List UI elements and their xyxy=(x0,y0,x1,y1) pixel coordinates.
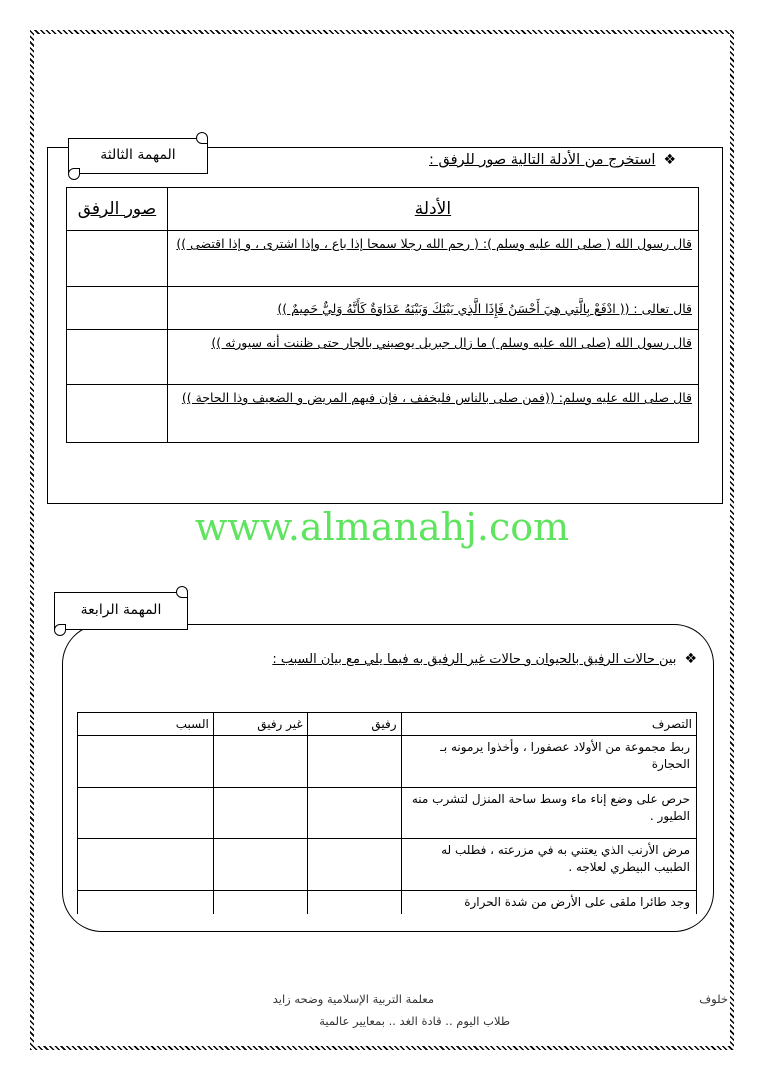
unkind-cell[interactable] xyxy=(213,788,307,839)
answer-cell[interactable] xyxy=(67,231,168,287)
table-row xyxy=(78,788,697,839)
kind-cell[interactable] xyxy=(307,788,401,839)
answer-cell[interactable] xyxy=(67,385,168,443)
table-row xyxy=(78,736,697,788)
table-row xyxy=(67,330,699,385)
reason-cell[interactable] xyxy=(78,839,214,891)
table-row xyxy=(78,839,697,891)
task4-instruction xyxy=(272,651,697,667)
column-header-unkind: غير رفيق xyxy=(213,713,307,736)
task3-instruction-text: استخرج من الأدلة التالية صور للرفق : xyxy=(429,152,656,168)
reason-cell[interactable] xyxy=(78,736,214,788)
unkind-cell[interactable] xyxy=(213,736,307,788)
action-cell: وجد طائرا ملقى على الأرض من شدة الحرارة xyxy=(401,891,696,915)
table-row xyxy=(67,287,699,330)
answer-cell[interactable] xyxy=(67,330,168,385)
task3-table xyxy=(66,187,699,443)
action-cell: حرص على وضع إناء ماء وسط ساحة المنزل لتشرب منه الطيور . xyxy=(401,788,696,839)
task3-title-text: المهمة الثالثة xyxy=(100,147,176,163)
answer-cell[interactable] xyxy=(67,287,168,330)
evidence-cell: قال صلى الله عليه وسلم: ((فمن صلى بالناس فليخفف ، فإن فيهم المريض و الضعيف وذا الحاجة )) xyxy=(167,385,698,443)
diamond-bullet-icon: ❖ xyxy=(663,152,676,168)
task3-instruction xyxy=(429,152,676,168)
evidence-cell: قال رسول الله ( صلى الله عليه وسلم ): ( رحم الله رجلا سمحا إذا باع ، وإذا اشترى ، و إذا اقتضى )) xyxy=(167,231,698,287)
footer-slogan: طلاب اليوم .. قادة الغد .. بمعايير عالمية xyxy=(319,1014,510,1028)
reason-cell[interactable] xyxy=(78,788,214,839)
kind-cell[interactable] xyxy=(307,736,401,788)
column-header-reason: السبب xyxy=(78,713,214,736)
footer-school: خلوف xyxy=(699,992,728,1006)
watermark: www.almanahj.com xyxy=(194,505,570,549)
action-cell: مرض الأرنب الذي يعتني به في مزرعته ، فطلب له الطبيب البيطري لعلاجه . xyxy=(401,839,696,891)
task3-title xyxy=(68,138,208,174)
table-row xyxy=(78,891,697,915)
task4-table xyxy=(77,712,697,914)
unkind-cell[interactable] xyxy=(213,891,307,915)
table-row xyxy=(67,231,699,287)
diamond-bullet-icon: ❖ xyxy=(684,651,697,667)
action-cell: ربط مجموعة من الأولاد عصفورا ، وأخذوا يرمونه بـ الحجارة xyxy=(401,736,696,788)
evidence-cell: قال رسول الله (صلى الله عليه وسلم ) ما زال جبريل يوصيني بالجار حتى ظننت أنه سيورثه )) xyxy=(167,330,698,385)
column-header-action: التصرف xyxy=(401,713,696,736)
kind-cell[interactable] xyxy=(307,891,401,915)
task4-title-text: المهمة الرابعة xyxy=(80,602,162,618)
reason-cell[interactable] xyxy=(78,891,214,915)
unkind-cell[interactable] xyxy=(213,839,307,891)
table-header-row xyxy=(67,188,699,231)
column-header-kind: رفيق xyxy=(307,713,401,736)
footer-teacher: معلمة التربية الإسلامية وضحه زايد xyxy=(272,992,434,1006)
column-header-evidence: الأدلة xyxy=(167,188,698,231)
task4-title xyxy=(54,592,188,630)
kind-cell[interactable] xyxy=(307,839,401,891)
column-header-answer: صور الرفق xyxy=(67,188,168,231)
table-header-row xyxy=(78,713,697,736)
task4-instruction-text: بين حالات الرفيق بالحيوان و حالات غير الرفيق به فيما يلي مع بيان السبب : xyxy=(272,652,677,667)
evidence-cell: قال تعالى : (( ادْفَعْ بِالَّتِي هِيَ أَحْسَنُ فَإِذَا الَّذِي بَيْنَكَ وَبَيْنَهُ عَدَاوَةٌ كَأَنَّهُ وَلِيٌّ حَمِيمٌ )) xyxy=(167,287,698,330)
table-row xyxy=(67,385,699,443)
